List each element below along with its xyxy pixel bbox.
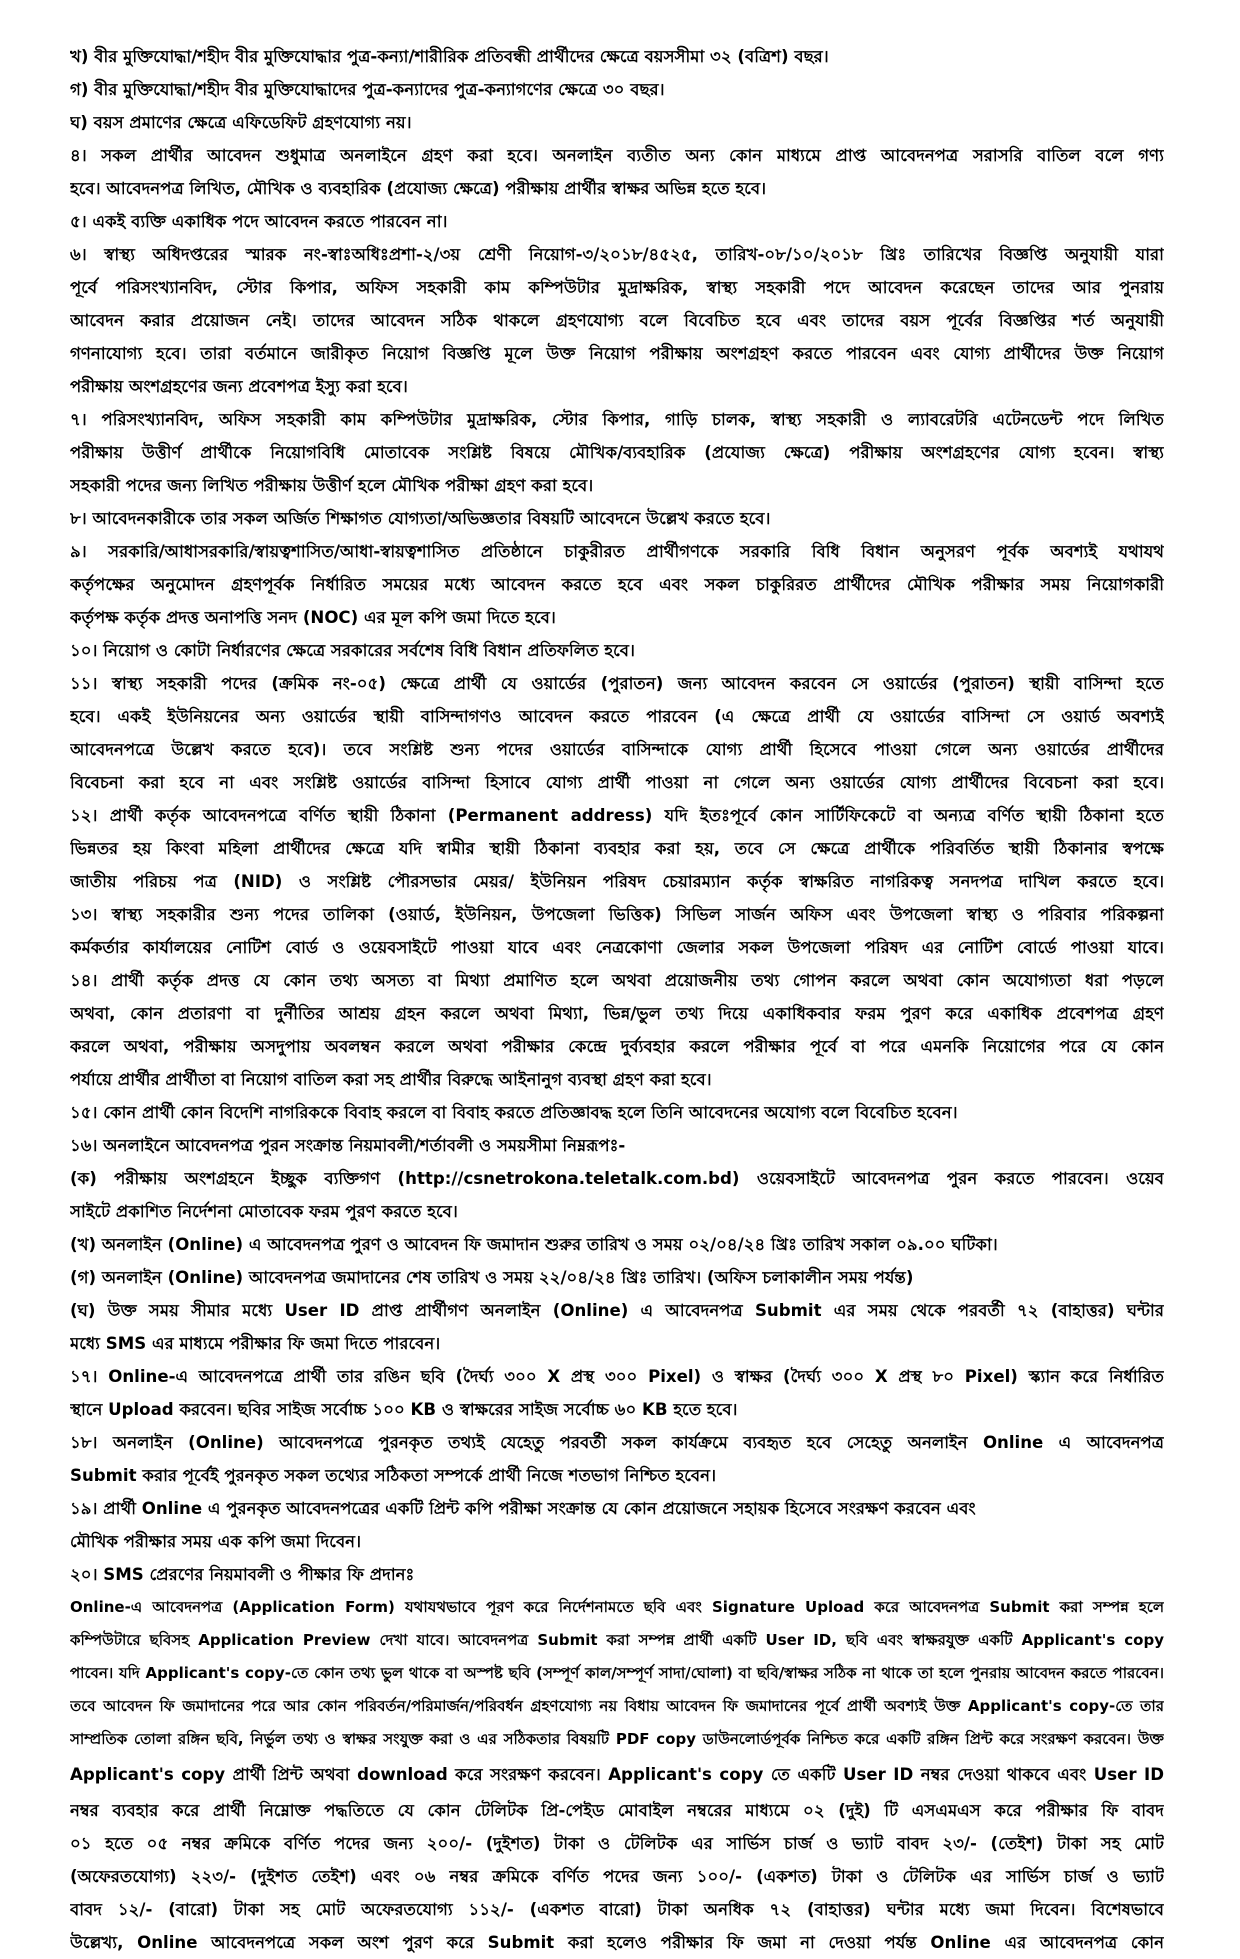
text-line: ১৭। Online-এ আবেদনপত্রে প্রার্থী তার রঙিন ছবি (দৈর্ঘ্য ৩০০ X প্রস্থ ৩০০ Pixel) ও স্বাক্ষর (দৈর্ঘ্য ৩০০ X প্রস্থ ৮০ Pixel) স্ক্যান করে নির্ধারিত <box>70 1367 1164 1386</box>
text-line: কর্মকর্তার কার্যালয়ের নোটিশ বোর্ড ও ওয়েবসাইটে পাওয়া যাবে এবং নেত্রকোণা জেলার সকল উপজেলা পরিষদ এর নোটিশ বোর্ডে পাওয়া যাবে। <box>70 938 1164 957</box>
text-line: পরীক্ষায় উত্তীর্ণ প্রার্থীকে নিয়োগবিধি মোতাবেক সংশ্লিষ্ট বিষয়ে মৌখিক/ব্যবহারিক (প্রযোজ্য ক্ষেত্রে) পরীক্ষায় অংশগ্রহণের যোগ্য হবেন। স্বাস্থ্য <box>70 443 1164 462</box>
text-line: ভিন্নতর হয় কিংবা মহিলা প্রার্থীদের ক্ষেত্রে যদি স্বামীর স্থায়ী ঠিকানা ব্যবহার করা হয়, তবে সে ক্ষেত্রে প্রার্থীকে পরিবর্তিত স্থায়ী ঠিকানার স্বপক্ষে <box>70 839 1164 858</box>
text-line: ১৮। অনলাইন (Online) আবেদনপত্রে পুরনকৃত তথ্যই যেহেতু পরবর্তী সকল কার্যক্রমে ব্যবহৃত হবে সেহেতু অনলাইন Online এ আবেদনপত্র <box>70 1433 1164 1452</box>
text-line: ৬। স্বাস্থ্য অধিদপ্তরের স্মারক নং-স্বাঃঅধিঃপ্রশা-২/৩য় শ্রেণী নিয়োগ-৩/২০১৮/৪৫২৫, তারিখ-০৮/১০/২০১৮ খ্রিঃ তারিখের বিজ্ঞপ্তি অনুযায়ী যারা <box>70 245 1164 264</box>
text-line: সাইটে প্রকাশিত নির্দেশনা মোতাবেক ফরম পুরণ করতে হবে। <box>70 1202 458 1221</box>
text-line: অথবা, কোন প্রতারণা বা দুর্নীতির আশ্রয় গ্রহন করলে অথবা মিথ্যা, ভিন্ন/ভুল তথ্য দিয়ে একাধিকবার ফরম পুরণ করে একাধিক প্রবেশপত্র গ্রহণ <box>70 1004 1164 1023</box>
text-line: ১৬। অনলাইনে আবেদনপত্র পুরন সংক্রান্ত নিয়মাবলী/শর্তাবলী ও সময়সীমা নিম্নরূপঃ- <box>70 1136 626 1155</box>
text-line: তবে আবেদন ফি জমাদানের পরে আর কোন পরিবর্তন/পরিমার্জন/পরিবর্ধন গ্রহণযোগ্য নয় বিধায় আবেদন ফি জমাদানের পূর্বে প্রার্থী অবশ্যই উক্ত Applicant's copy-তে তার <box>70 1697 1164 1715</box>
text-line: স্থানে Upload করবেন। ছবির সাইজ সর্বোচ্চ ১০০ KB ও স্বাক্ষরের সাইজ সর্বোচ্চ ৬০ KB হতে হবে। <box>70 1400 738 1419</box>
text-line: ২০। SMS প্রেরণের নিয়মাবলী ও পীক্ষার ফি প্রদানঃ <box>70 1565 415 1584</box>
text-line: ১৫। কোন প্রার্থী কোন বিদেশি নাগরিককে বিবাহ করলে বা বিবাহ করতে প্রতিজ্ঞাবদ্ধ হলে তিনি আবেদনের অযোগ্য বলে বিবেচিত হবেন। <box>70 1103 958 1122</box>
text-line: ৯। সরকারি/আধাসরকারি/স্বায়ত্বশাসিত/আধা-স্বায়ত্বশাসিত প্রতিষ্ঠানে চাকুরীরত প্রার্থীগণকে সরকারি বিধি বিধান অনুসরণ পূর্বক অবশ্যই যথাযথ <box>70 542 1164 561</box>
text-line: সাম্প্রতিক তোলা রঙ্গিন ছবি, নির্ভুল তথ্য ও স্বাক্ষর সংযুক্ত করা ও এর সঠিকতার বিষয়টি PDF copy ডাউনলোর্ডপূর্বক নিশ্চিত করে একটি রঙ্গিন প্রিন্ট করে সংরক্ষণ করবেন। উক্ত <box>70 1730 1164 1748</box>
text-line: মৌখিক পরীক্ষার সময় এক কপি জমা দিবেন। <box>70 1532 362 1551</box>
text-line: (ঘ) উক্ত সময় সীমার মধ্যে User ID প্রাপ্ত প্রার্থীগণ অনলাইন (Online) এ আবেদনপত্র Submit এর সময় থেকে পরবর্তী ৭২ (বাহাত্তর) ঘন্টার <box>70 1301 1164 1320</box>
text-line: Submit করার পূর্বেই পুরনকৃত সকল তথ্যের সঠিকতা সম্পর্কে প্রার্থী নিজে শতভাগ নিশ্চিত হবেন। <box>70 1466 717 1485</box>
text-line: বাবদ ১২/- (বারো) টাকা সহ মোট অফেরতযোগ্য ১১২/- (একশত বারো) টাকা অনধিক ৭২ (বাহাত্তর) ঘন্টার মধ্যে জমা দিবেন। বিশেষভাবে <box>70 1900 1164 1919</box>
text-line: আবেদন করার প্রয়োজন নেই। তাদের আবেদন সঠিক থাকলে গ্রহণযোগ্য বলে বিবেচিত হবে এবং তাদের বয়স পূর্বের বিজ্ঞপ্তির শর্ত অনুযায়ী <box>70 311 1164 330</box>
text-line: ১৪। প্রার্থী কর্তৃক প্রদত্ত যে কোন তথ্য অসত্য বা মিথ্যা প্রমাণিত হলে অথবা প্রয়োজনীয় তথ্য গোপন করলে অথবা কোন অযোগ্যতা ধরা পড়লে <box>70 971 1164 990</box>
text-line: ০১ হতে ০৫ নম্বর ক্রমিকে বর্ণিত পদের জন্য ২০০/- (দুইশত) টাকা ও টেলিটক এর সার্ভিস চার্জ ও ভ্যাট বাবদ ২৩/- (তেইশ) টাকা সহ মোট <box>70 1834 1164 1853</box>
text-line: পূর্বে পরিসংখ্যানবিদ, স্টোর কিপার, অফিস সহকারী কাম কম্পিউটার মুদ্রাক্ষরিক, স্বাস্থ্য সহকারী পদে আবেদন করেছেন তাদের আর পুনরায় <box>70 278 1164 297</box>
text-line: নম্বর ব্যবহার করে প্রার্থী নিম্নোক্ত পদ্ধতিতে যে কোন টেলিটক প্রি-পেইড মোবাইল নম্বরের মাধ্যমে ০২ (দুই) টি এসএমএস করে পরীক্ষার ফি বাবদ <box>70 1801 1164 1820</box>
text-line: ১৯। প্রার্থী Online এ পুরনকৃত আবেদনপত্রের একটি প্রিন্ট কপি পরীক্ষা সংক্রান্ত যে কোন প্রয়োজনে সহায়ক হিসেবে সংরক্ষণ করবেন এবং <box>70 1499 976 1518</box>
text-line: ১০। নিয়োগ ও কোটা নির্ধারণের ক্ষেত্রে সরকারের সর্বশেষ বিধি বিধান প্রতিফলিত হবে। <box>70 641 635 660</box>
text-line: খ) বীর মুক্তিযোদ্ধা/শহীদ বীর মুক্তিযোদ্ধার পুত্র-কন্যা/শারীরিক প্রতিবন্ধী প্রার্থীদের ক্ষেত্রে বয়সসীমা ৩২ (বত্রিশ) বছর। <box>70 47 829 66</box>
text-line: ১৩। স্বাস্থ্য সহকারীর শুন্য পদের তালিকা (ওয়ার্ড, ইউনিয়ন, উপজেলা ভিত্তিক) সিভিল সার্জন অফিস এবং উপজেলা স্বাস্থ্য ও পরিবার পরিকল্পনা <box>70 905 1164 924</box>
text-line: গণনাযোগ্য হবে। তারা বর্তমানে জারীকৃত নিয়োগ বিজ্ঞপ্তি মূলে উক্ত নিয়োগ পরীক্ষায় অংশগ্রহণ করতে পারবেন এবং যোগ্য প্রার্থীদের উক্ত নিয়োগ <box>70 344 1164 363</box>
text-line: সহকারী পদের জন্য লিখিত পরীক্ষায় উত্তীর্ণ হলে মৌখিক পরীক্ষা গ্রহণ করা হবে। <box>70 476 594 495</box>
text-line: ৪। সকল প্রার্থীর আবেদন শুধুমাত্র অনলাইনে গ্রহণ করা হবে। অনলাইন ব্যতীত অন্য কোন মাধ্যমে প্রাপ্ত আবেদনপত্র সরাসরি বাতিল বলে গণ্য <box>70 146 1164 165</box>
text-line: হবে। একই ইউনিয়নের অন্য ওয়ার্ডের স্থায়ী বাসিন্দাগণও আবেদন করতে পারবেন (এ ক্ষেত্রে প্রার্থী যে ওয়ার্ডের বাসিন্দা সে ওয়ার্ড অবশ্যই <box>70 707 1164 726</box>
text-line: হবে। আবেদনপত্র লিখিত, মৌখিক ও ব্যবহারিক (প্রযোজ্য ক্ষেত্রে) পরীক্ষায় প্রার্থীর স্বাক্ষর অভিন্ন হতে হবে। <box>70 179 767 198</box>
text-line: ১২। প্রার্থী কর্তৃক আবেদনপত্রে বর্ণিত স্থায়ী ঠিকানা (Permanent address) যদি ইতঃপূর্বে কোন সার্টিফিকেটে বা অন্যত্র বর্ণিত স্থায়ী ঠিকানা হতে <box>70 806 1164 825</box>
text-line: বিবেচনা করা হবে না এবং সংশ্লিষ্ট ওয়ার্ডের বাসিন্দা হিসাবে যোগ্য প্রার্থী পাওয়া না গেলে অন্য ওয়ার্ডের যোগ্য প্রার্থীদের বিবেচনা করা হবে। <box>70 773 1164 792</box>
text-line: ৭। পরিসংখ্যানবিদ, অফিস সহকারী কাম কম্পিউটার মুদ্রাক্ষরিক, স্টোর কিপার, গাড়ি চালক, স্বাস্থ্য সহকারী ও ল্যাবরেটরি এটেনডেন্ট পদে লিখিত <box>70 410 1164 429</box>
text-line: পরীক্ষায় অংশগ্রহণের জন্য প্রবেশপত্র ইস্যু করা হবে। <box>70 377 408 396</box>
text-line: (খ) অনলাইন (Online) এ আবেদনপত্র পুরণ ও আবেদন ফি জমাদান শুরুর তারিখ ও সময় ০২/০৪/২৪ খ্রিঃ তারিখ সকাল ০৯.০০ ঘটিকা। <box>70 1235 998 1254</box>
text-line: কম্পিউটারে ছবিসহ Application Preview দেখা যাবে। আবেদনপত্র Submit করা সম্পন্ন প্রার্থী একটি User ID, ছবি এবং স্বাক্ষরযুক্ত একটি Applicant's copy <box>70 1631 1164 1649</box>
text-line: (ক) পরীক্ষায় অংশগ্রহনে ইচ্ছুক ব্যক্তিগণ (http://csnetrokona.teletalk.com.bd) ওয়েবসাইটে আবেদনপত্র পুরন করতে পারবেন। ওয়েব <box>70 1169 1164 1188</box>
text-line: (অফেরতযোগ্য) ২২৩/- (দুইশত তেইশ) এবং ০৬ নম্বর ক্রমিকে বর্ণিত পদের জন্য ১০০/- (একশত) টাকা ও টেলিটক এর সার্ভিস চার্জ ও ভ্যাট <box>70 1867 1164 1886</box>
text-line: ৮। আবেদনকারীকে তার সকল অর্জিত শিক্ষাগত যোগ্যতা/অভিজ্ঞতার বিষয়টি আবেদনে উল্লেখ করতে হবে। <box>70 509 771 528</box>
text-line: মধ্যে SMS এর মাধ্যমে পরীক্ষার ফি জমা দিতে পারবেন। <box>70 1334 441 1353</box>
text-line: পর্যায়ে প্রার্থীর প্রার্থীতা বা নিয়োগ বাতিল করা সহ প্রার্থীর বিরুদ্ধে আইনানুগ ব্যবস্থা গ্রহণ করা হবে। <box>70 1070 712 1089</box>
text-line: কর্তৃপক্ষ কর্তৃক প্রদত্ত অনাপত্তি সনদ (NOC) এর মূল কপি জমা দিতে হবে। <box>70 608 556 627</box>
text-line: Online-এ আবেদনপত্র (Application Form) যথাযথভাবে পূরণ করে নির্দেশনামতে ছবি এবং Signature Upload করে আবেদনপত্র Submit করা সম্পন্ন হলে <box>70 1598 1164 1616</box>
text-line: করলে অথবা, পরীক্ষায় অসদুপায় অবলম্বন করলে অথবা পরীক্ষার কেন্দ্রে দুর্ব্যবহার করলে পরীক্ষার পূর্বে বা পরে এমনকি নিয়োগের পরে যে কোন <box>70 1037 1164 1056</box>
text-line: জাতীয় পরিচয় পত্র (NID) ও সংশ্লিষ্ট পৌরসভার মেয়র/ ইউনিয়ন পরিষদ চেয়ারম্যান কর্তৃক স্বাক্ষরিত নাগরিকত্ব সনদপত্র দাখিল করতে হবে। <box>70 872 1164 891</box>
text-line: উল্লেখ্য, Online আবেদনপত্রে সকল অংশ পুরণ করে Submit করা হলেও পরীক্ষার ফি জমা না দেওয়া পর্যন্ত Online এর আবেদনপত্র কোন <box>70 1933 1164 1952</box>
text-line: কর্তৃপক্ষের অনুমোদন গ্রহণপূর্বক নির্ধারিত সময়ের মধ্যে আবেদন করতে হবে এবং সকল চাকুরিরত প্রার্থীদের মৌখিক পরীক্ষার সময় নিয়োগকারী <box>70 575 1164 594</box>
text-line: ঘ) বয়স প্রমাণের ক্ষেত্রে এফিডেফিট গ্রহণযোগ্য নয়। <box>70 113 412 132</box>
text-line: (গ) অনলাইন (Online) আবেদনপত্র জমাদানের শেষ তারিখ ও সময় ২২/০৪/২৪ খ্রিঃ তারিখ। (অফিস চলাকালীন সময় পর্যন্ত) <box>70 1268 914 1287</box>
text-line: ৫। একই ব্যক্তি একাধিক পদে আবেদন করতে পারবেন না। <box>70 212 448 231</box>
text-line: ১১। স্বাস্থ্য সহকারী পদের (ক্রমিক নং-০৫) ক্ষেত্রে প্রার্থী যে ওয়ার্ডের (পুরাতন) জন্য আবেদন করবেন সে ওয়ার্ডের (পুরাতন) স্থায়ী বাসিন্দা হতে <box>70 674 1164 693</box>
text-line: Applicant's copy প্রার্থী প্রিন্ট অথবা download করে সংরক্ষণ করবেন। Applicant's copy তে একটি User ID নম্বর দেওয়া থাকবে এবং User ID <box>70 1765 1164 1784</box>
text-line: গ) বীর মুক্তিযোদ্ধা/শহীদ বীর মুক্তিযোদ্ধাদের পুত্র-কন্যাদের পুত্র-কন্যাগণের ক্ষেত্রে ৩০ বছর। <box>70 80 665 99</box>
text-line: আবেদনপত্রে উল্লেখ করতে হবে)। তবে সংশ্লিষ্ট শুন্য পদের ওয়ার্ডের বাসিন্দাকে যোগ্য প্রার্থী হিসেবে পাওয়া গেলে অন্য ওয়ার্ডের প্রার্থীদের <box>70 740 1164 759</box>
text-line: পাবেন। যদি Applicant's copy-তে কোন তথ্য ভুল থাকে বা অস্পষ্ট ছবি (সম্পূর্ণ কাল/সম্পূর্ণ সাদা/ঘোলা) বা ছবি/স্বাক্ষর সঠিক না থাকে তা হলে পুনরায় আবেদন করতে পারবেন। <box>70 1664 1164 1682</box>
